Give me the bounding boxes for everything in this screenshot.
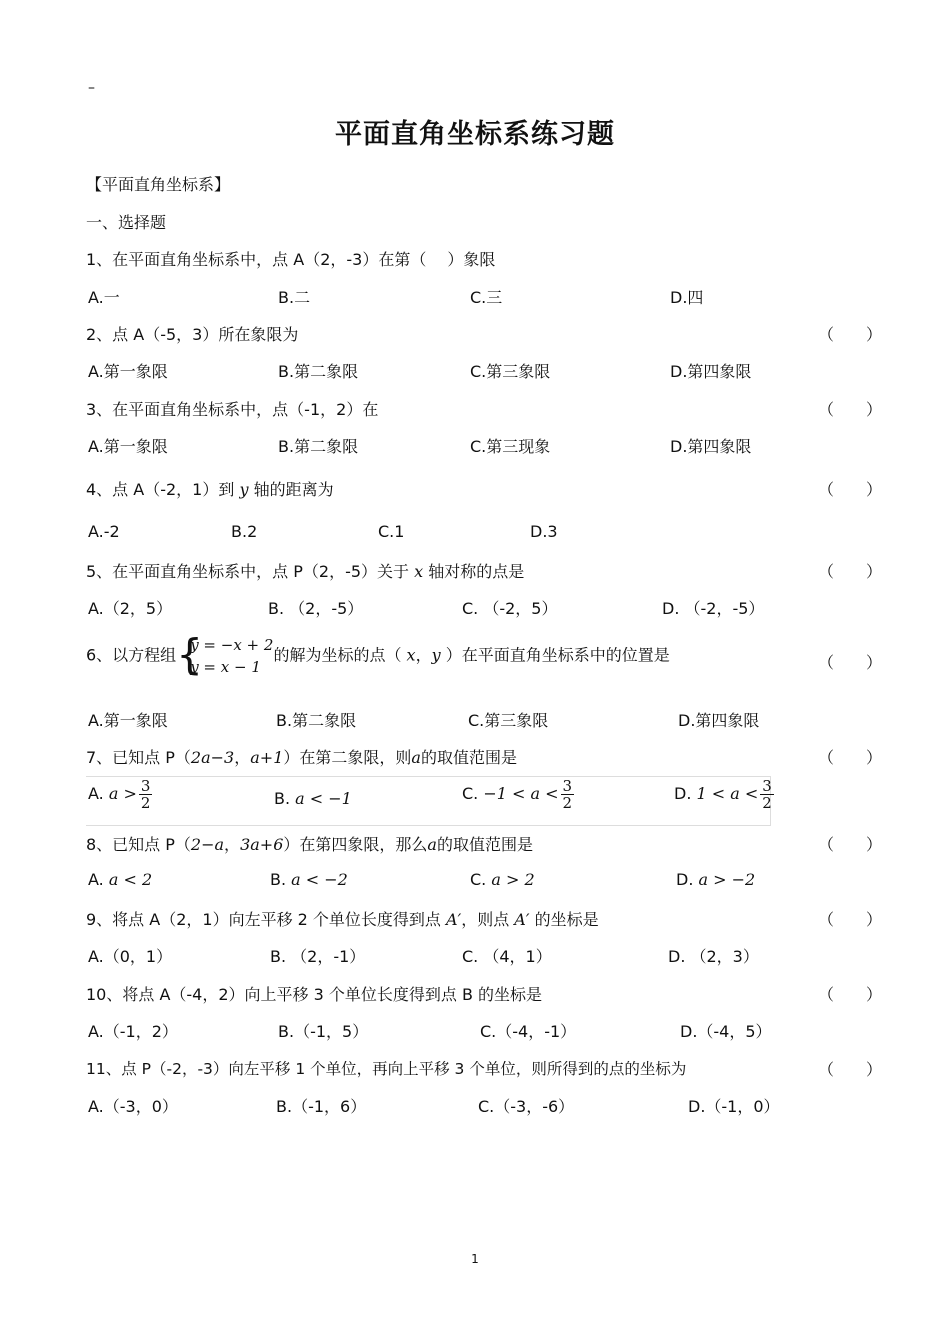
answer-blank: （ ） [818,562,883,581]
q3-option-d: D.第四象限 [670,437,752,456]
q11-option-a: A.（-3，0） [88,1097,178,1116]
q10-option-c: C.（-4，-1） [480,1022,577,1041]
q4-option-d: D.3 [530,522,558,541]
q6-option-c: C.第三象限 [468,711,549,730]
q9-option-a: A.（0，1） [88,947,173,966]
answer-blank: （ ） [818,1060,883,1079]
q6-option-d: D.第四象限 [678,711,760,730]
q4-option-a: A.-2 [88,522,120,541]
q11-option-b: B.（-1，6） [276,1097,367,1116]
equation-system: { y = −x + 2 y = x − 1 [176,630,274,679]
q8-option-c: C. a > 2 [470,870,535,889]
answer-blank: （ ） [818,480,883,499]
q8-option-a: A. a < 2 [88,870,153,889]
q3-option-a: A.第一象限 [88,437,168,456]
q1-option-d: D.四 [670,288,704,307]
q7-option-d: D. 1 < a < $\frac{3}{2}$ [674,777,772,812]
question-2-stem: 2、点 A（-5，3）所在象限为 [86,325,299,344]
q7-option-a: A. a > $\frac{3}{2}$ [88,777,151,812]
q7-option-b: B. a < −1 [274,789,352,808]
question-10-stem: 10、将点 A（-4，2）向上平移 3 个单位长度得到点 B 的坐标是 [86,985,543,1004]
fraction: $\frac{3}{2}$ [562,777,573,812]
q11-option-d: D.（-1，0） [688,1097,780,1116]
answer-blank: （ ） [818,835,883,854]
q9-option-d: D. （2，3） [668,947,759,966]
question-11-stem: 11、点 P（-2，-3）向左平移 1 个单位，再向上平移 3 个单位，则所得到的点的坐标为 [86,1060,687,1078]
question-4-stem: 4、点 A（-2，1）到 y 轴的距离为 [86,480,334,499]
q5-option-d: D. （-2，-5） [662,599,765,618]
header-mark: – [88,80,95,96]
q2-option-d: D.第四象限 [670,362,752,381]
q5-option-b: B. （2，-5） [268,599,364,618]
q8-option-d: D. a > −2 [676,870,756,889]
page-title: 平面直角坐标系练习题 [335,119,615,150]
q4-option-b: B.2 [231,522,258,541]
q6-option-a: A.第一象限 [88,711,168,730]
q9-option-b: B. （2，-1） [270,947,366,966]
q7-options-frame [86,776,771,826]
q5-option-c: C. （-2，5） [462,599,558,618]
question-7-stem: 7、已知点 P（2a−3，a+1）在第二象限，则a的取值范围是 [86,748,517,767]
question-6-stem: 6、以方程组 { y = −x + 2 y = x − 1 的解为坐标的点（ x，y ）在平面直角坐标系中的位置是 [86,630,670,679]
q6-option-b: B.第二象限 [276,711,357,730]
q4-option-c: C.1 [378,522,405,541]
question-3-stem: 3、在平面直角坐标系中，点（-1，2）在 [86,400,379,419]
q10-option-a: A.（-1，2） [88,1022,178,1041]
question-8-stem: 8、已知点 P（2−a，3a+6）在第四象限，那么a的取值范围是 [86,835,533,854]
q11-option-c: C.（-3，-6） [478,1097,575,1116]
q1-option-a: A.一 [88,288,120,307]
answer-blank: （ ） [818,748,883,767]
q2-option-a: A.第一象限 [88,362,168,381]
q2-option-c: C.第三象限 [470,362,551,381]
question-5-stem: 5、在平面直角坐标系中，点 P（2，-5）关于 x 轴对称的点是 [86,562,525,581]
fraction: $\frac{3}{2}$ [762,777,772,812]
question-1-stem: 1、在平面直角坐标系中，点 A（2，-3）在第（ ）象限 [86,250,496,269]
answer-blank: （ ） [818,653,883,672]
q3-option-c: C.第三现象 [470,437,551,456]
fraction: $\frac{3}{2}$ [140,777,151,812]
q1-option-b: B.二 [278,288,311,307]
page-number: 1 [471,1252,479,1266]
q7-option-c: C. −1 < a < $\frac{3}{2}$ [462,777,573,812]
section-heading: 【平面直角坐标系】 [86,175,231,194]
answer-blank: （ ） [818,985,883,1004]
q1-option-c: C.三 [470,288,503,307]
answer-blank: （ ） [818,910,883,929]
q9-option-c: C. （4，1） [462,947,552,966]
q10-option-b: B.（-1，5） [278,1022,369,1041]
question-9-stem: 9、将点 A（2，1）向左平移 2 个单位长度得到点 A′，则点 A′ 的坐标是 [86,910,599,929]
q10-option-d: D.（-4，5） [680,1022,772,1041]
q2-option-b: B.第二象限 [278,362,359,381]
part-heading: 一、选择题 [86,213,167,232]
q8-option-b: B. a < −2 [270,870,348,889]
answer-blank: （ ） [818,325,883,344]
q5-option-a: A.（2，5） [88,599,173,618]
answer-blank: （ ） [818,400,883,419]
q3-option-b: B.第二象限 [278,437,359,456]
